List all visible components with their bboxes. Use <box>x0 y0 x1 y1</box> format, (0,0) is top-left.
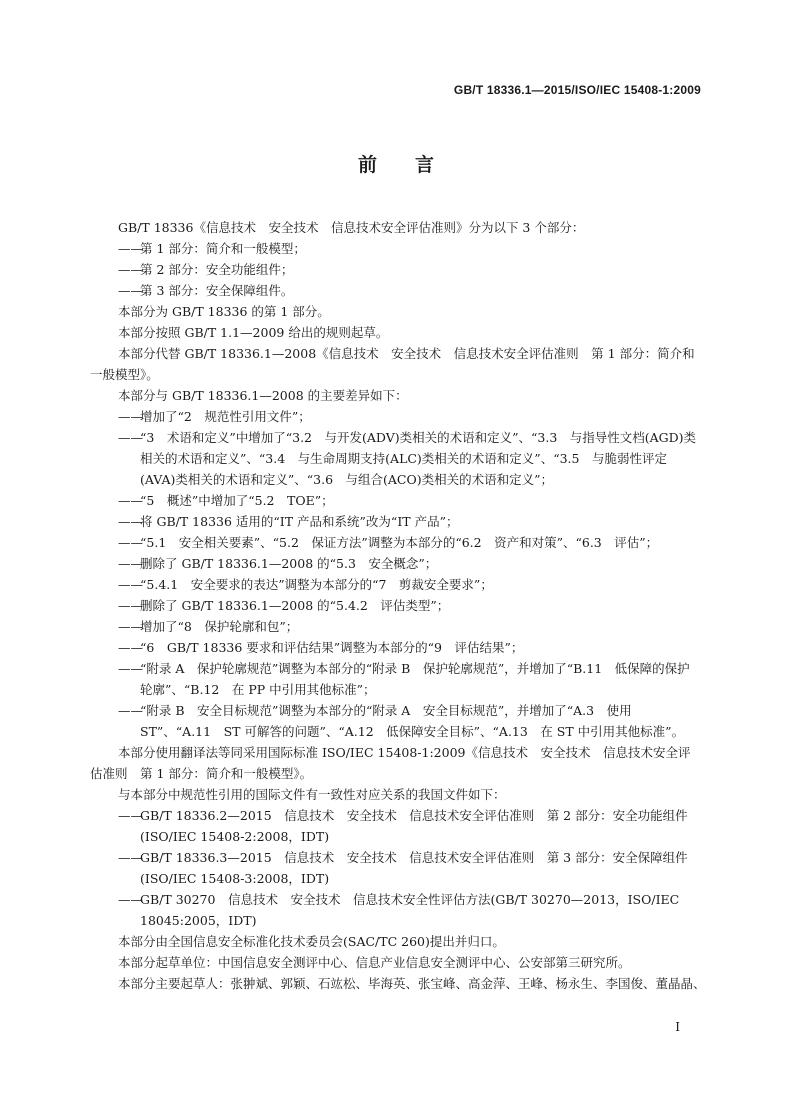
dash-marker: —— <box>118 808 143 823</box>
change-item <box>90 658 702 700</box>
list-item <box>90 238 702 259</box>
dash-marker: —— <box>118 598 143 613</box>
change-item <box>90 574 702 595</box>
change-text: “附录 A 保护轮廓规范”调整为本部分的“附录 B 保护轮廓规范”，并增加了“B.11 低保障的保护轮廓”、“B.12 在 PP 中引用其他标准”； <box>140 661 690 697</box>
translation-statement: 本部分使用翻译法等同采用国际标准 ISO/IEC 15408-1:2009《信息技术 安全技术 信息技术安全评估准则 第 1 部分：简介和一般模型》。 <box>90 745 691 781</box>
change-item <box>90 490 702 511</box>
correspondence-text: GB/T 18336.2—2015 信息技术 安全技术 信息技术安全评估准则 第 2 部分：安全功能组件(ISO/IEC 15408-2:2008，IDT) <box>140 808 688 844</box>
dash-marker: —— <box>118 892 143 907</box>
dash-marker: —— <box>118 493 143 508</box>
change-text: “5 概述”中增加了“5.2 TOE”； <box>140 493 334 508</box>
change-text: 将 GB/T 18336 适用的“IT 产品和系统”改为“IT 产品”； <box>140 514 459 529</box>
change-text: 删除了 GB/T 18336.1—2008 的“5.4.2 评估类型”； <box>140 598 450 613</box>
dash-marker: —— <box>118 640 143 655</box>
statement-paragraph: 本部分与 GB/T 18336.1—2008 的主要差异如下： <box>118 388 408 403</box>
dash-marker: —— <box>118 619 143 634</box>
drafters-paragraph: 本部分主要起草人：张翀斌、郭颖、石竑松、毕海英、张宝峰、高金萍、王峰、杨永生、李国俊、董晶晶、 <box>118 976 706 991</box>
dash-marker: —— <box>118 703 143 718</box>
dash-marker: —— <box>118 850 143 865</box>
list-item <box>90 280 702 301</box>
change-item <box>90 406 702 427</box>
change-text: “5.4.1 安全要求的表达”调整为本部分的“7 剪裁安全要求”； <box>140 577 493 592</box>
change-text: “附录 B 安全目标规范”调整为本部分的“附录 A 安全目标规范”，并增加了“A.3 使用 ST”、“A.11 ST 可解答的问题”、“A.12 低保障安全目标”、“A.13 在 ST 中引用其他标准”。 <box>140 703 685 739</box>
dash-marker: —— <box>118 283 143 298</box>
dash-marker: —— <box>118 430 143 445</box>
page-title: 前言 <box>357 154 472 176</box>
correspondence-intro: 与本部分中规范性引用的国际文件有一致性对应关系的我国文件如下： <box>118 787 506 802</box>
statement-paragraph: 本部分为 GB/T 18336 的第 1 部分。 <box>118 304 330 319</box>
change-text: “3 术语和定义”中增加了“3.2 与开发(ADV)类相关的术语和定义”、“3.3 与指导性文档(AGD)类相关的术语和定义”、“3.4 与生命周期支持(ALC)类相关的术语和定义”、“3.5 与脆弱性评定(AVA)类相关的术语和定义”、“3.6 与组合(ACO)类相关的术语和定义”； <box>140 430 697 487</box>
dash-marker: —— <box>118 577 143 592</box>
statement-paragraph: 本部分代替 GB/T 18336.1—2008《信息技术 安全技术 信息技术安全评估准则 第 1 部分：简介和一般模型》。 <box>90 346 695 382</box>
correspondence-item <box>90 847 702 889</box>
dash-marker: —— <box>118 262 143 277</box>
dash-marker: —— <box>118 556 143 571</box>
dash-marker: —— <box>118 661 143 676</box>
statement-paragraph: 本部分按照 GB/T 1.1—2009 给出的规则起草。 <box>118 325 389 340</box>
change-item <box>90 427 702 490</box>
change-item <box>90 616 702 637</box>
part-item: 第 2 部分：安全功能组件； <box>140 262 294 277</box>
change-item <box>90 700 702 742</box>
change-text: 增加了“2 规范性引用文件”； <box>140 409 311 424</box>
part-item: 第 1 部分：简介和一般模型； <box>140 241 306 256</box>
dash-marker: —— <box>118 241 143 256</box>
drafting-units-paragraph: 本部分起草单位：中国信息安全测评中心、信息产业信息安全测评中心、公安部第三研究所。 <box>118 955 631 970</box>
standard-number-header: GB/T 18336.1—2015/ISO/IEC 15408-1:2009 <box>453 83 701 97</box>
change-text: “6 GB/T 18336 要求和评估结果”调整为本部分的“9 评估结果”； <box>140 640 524 655</box>
correspondence-item <box>90 805 702 847</box>
correspondence-text: GB/T 30270 信息技术 安全技术 信息技术安全性评估方法(GB/T 30270—2013，ISO/IEC 18045:2005，IDT) <box>140 892 680 928</box>
change-item <box>90 553 702 574</box>
dash-marker: —— <box>118 409 143 424</box>
page-number: I <box>675 1020 680 1034</box>
change-item <box>90 511 702 532</box>
list-item <box>90 259 702 280</box>
document-body <box>90 217 706 994</box>
part-item: 第 3 部分：安全保障组件。 <box>140 283 294 298</box>
change-text: 删除了 GB/T 18336.1—2008 的“5.3 安全概念”； <box>140 556 438 571</box>
change-item <box>90 532 702 553</box>
change-item <box>90 595 702 616</box>
change-text: “5.1 安全相关要素”、“5.2 保证方法”调整为本部分的“6.2 资产和对策”、“6.3 评估”； <box>140 535 659 550</box>
correspondence-text: GB/T 18336.3—2015 信息技术 安全技术 信息技术安全评估准则 第 3 部分：安全保障组件(ISO/IEC 15408-3:2008，IDT) <box>140 850 688 886</box>
dash-marker: —— <box>118 535 143 550</box>
change-text: 增加了“8 保护轮廓和包”； <box>140 619 299 634</box>
correspondence-item <box>90 889 702 931</box>
intro-paragraph: GB/T 18336《信息技术 安全技术 信息技术安全评估准则》分为以下 3 个部分： <box>118 220 585 235</box>
dash-marker: —— <box>118 514 143 529</box>
change-item <box>90 637 702 658</box>
proposed-by-paragraph: 本部分由全国信息安全标准化技术委员会(SAC/TC 260)提出并归口。 <box>118 934 505 949</box>
